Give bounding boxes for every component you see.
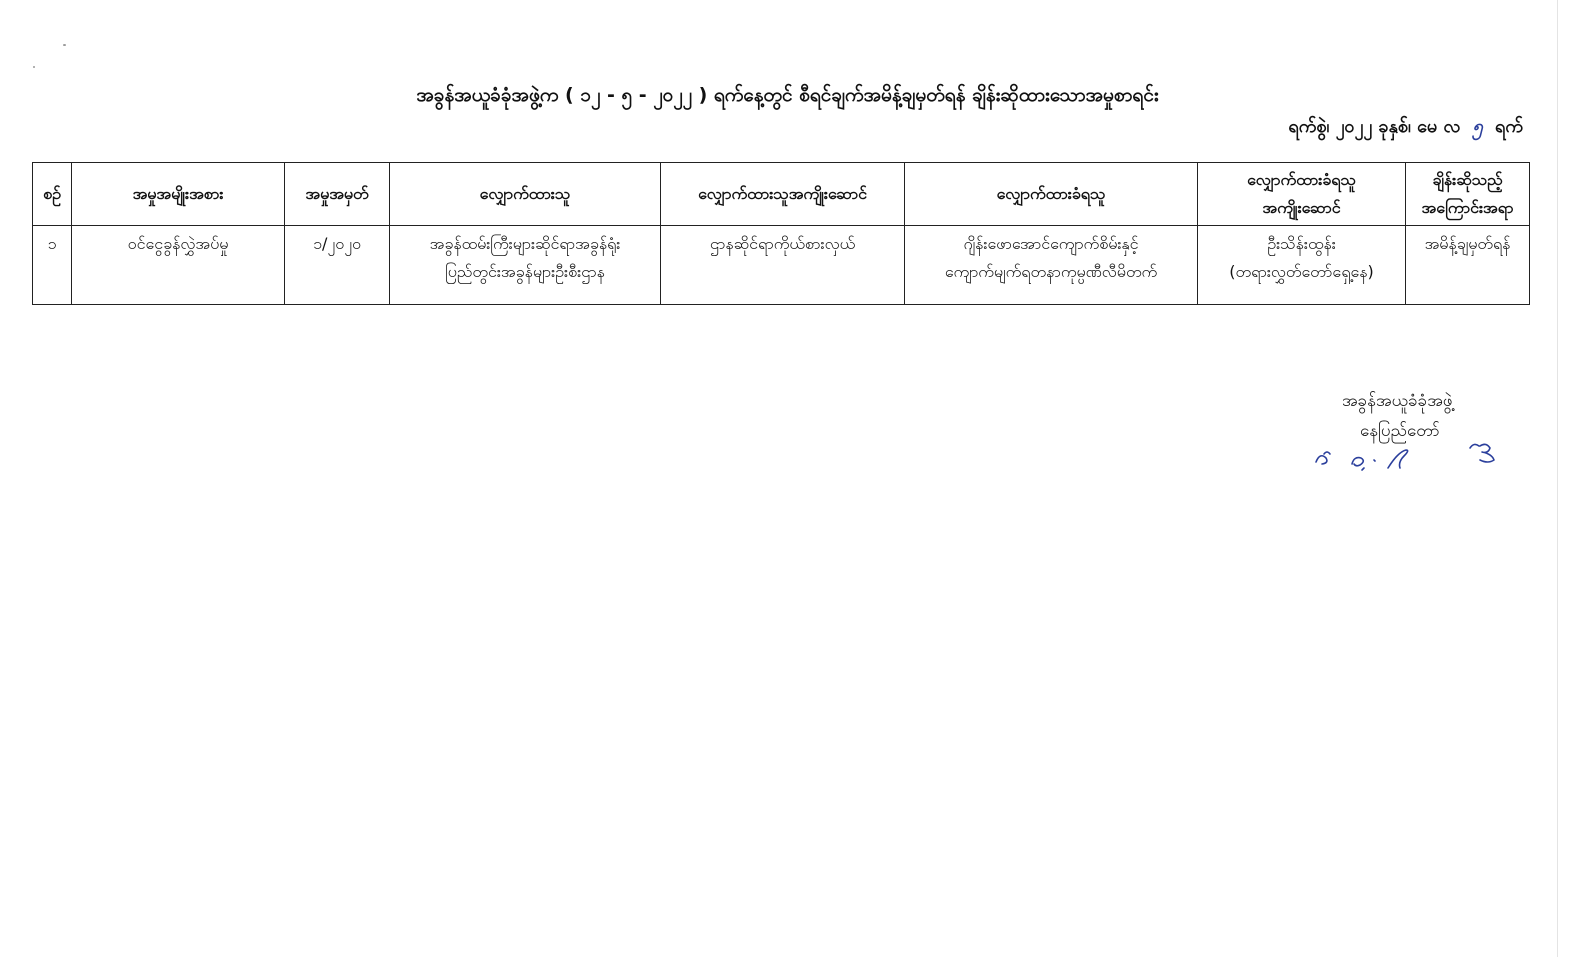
column-header-text: အကြောင်းအရာ: [1421, 198, 1514, 217]
page-edge: [1557, 0, 1558, 957]
table-cell: [33, 226, 72, 305]
column-header-text: လျှောက်ထားသူအကျိုးဆောင်: [698, 184, 867, 203]
scan-speck: [33, 66, 35, 68]
column-header-text: စဉ်: [43, 184, 61, 203]
column-header-text: လျှောက်ထားခံရသူ: [1247, 170, 1356, 189]
table-cell: [285, 226, 390, 305]
column-header: [33, 163, 72, 226]
column-header-text: အကျိုးဆောင်: [1262, 198, 1341, 217]
table-body: [33, 226, 1530, 305]
column-header-text: အမှုအမျိုးအစား: [132, 184, 224, 203]
table-cell-text: ဌာနဆိုင်ရာကိုယ်စားလှယ်: [709, 234, 856, 253]
column-header: [72, 163, 285, 226]
table-cell-text: အခွန်ထမ်းကြီးများဆိုင်ရာအခွန်ရုံး: [429, 234, 621, 253]
document-title: အခွန်အယူခံခုံအဖွဲ့က ( ၁၂ - ၅ - ၂၀၂၂ ) ရက်နေ့တွင် စီရင်ချက်အမိန့်ချမှတ်ရန် ချိန်းဆိုထားသောအမှုစာရင်း: [416, 84, 1159, 106]
table-cell-text: ဂျိန်းဖောအောင်ကျောက်စိမ်းနှင့်: [963, 234, 1139, 253]
table-cell-text: ဝင်ငွေခွန်လွှဲအပ်မှု: [127, 234, 229, 253]
table-cell-text: အမိန့်ချမှတ်ရန်: [1424, 234, 1511, 253]
column-header: [1406, 163, 1530, 226]
document-date: [1288, 110, 1523, 144]
table-cell-text: (တရားလွှတ်တော်ရှေ့နေ): [1229, 262, 1374, 281]
column-header: [390, 163, 661, 226]
column-header: [905, 163, 1198, 226]
column-header-text: လျှောက်ထားသူ: [479, 184, 571, 203]
table-cell-text: ၁: [47, 234, 57, 253]
table-row: [33, 226, 1530, 305]
column-header: [661, 163, 905, 226]
table-cell: [905, 226, 1198, 305]
column-header-text: အမှုအမှတ်: [305, 184, 369, 203]
table-cell-text: ကျောက်မျက်ရတနာကုမ္ပဏီလီမိတက်: [944, 262, 1158, 281]
table-cell-text: ၁/၂၀၂၀: [312, 234, 362, 253]
case-schedule-table: [32, 162, 1530, 305]
table-cell: [1198, 226, 1406, 305]
date-prefix: ရက်စွဲ၊ ၂၀၂၂ ခုနှစ်၊ မေ လ: [1288, 116, 1461, 137]
table-cell-text: ဦးသိန်းထွန်း: [1267, 234, 1336, 253]
signature-office-name: အခွန်အယူခံခုံအဖွဲ့: [1342, 391, 1453, 411]
column-header: [1198, 163, 1406, 226]
column-header-text: လျှောက်ထားခံရသူ: [996, 184, 1106, 203]
table-cell: [390, 226, 661, 305]
table-cell: [72, 226, 285, 305]
date-day-handwritten: ၅: [1472, 116, 1483, 137]
handwritten-signature: [1310, 436, 1510, 476]
column-header-text: ချိန်းဆိုသည့်: [1432, 170, 1503, 189]
column-header: [285, 163, 390, 226]
table-cell: [661, 226, 905, 305]
scan-speck: [63, 44, 66, 46]
signature-location: နေပြည်တော်: [1360, 421, 1440, 441]
date-suffix: ရက်: [1495, 116, 1523, 137]
table-header-row: [33, 163, 1530, 226]
table-cell-text: ပြည်တွင်းအခွန်များဦးစီးဌာန: [445, 262, 605, 281]
table-cell: [1406, 226, 1530, 305]
